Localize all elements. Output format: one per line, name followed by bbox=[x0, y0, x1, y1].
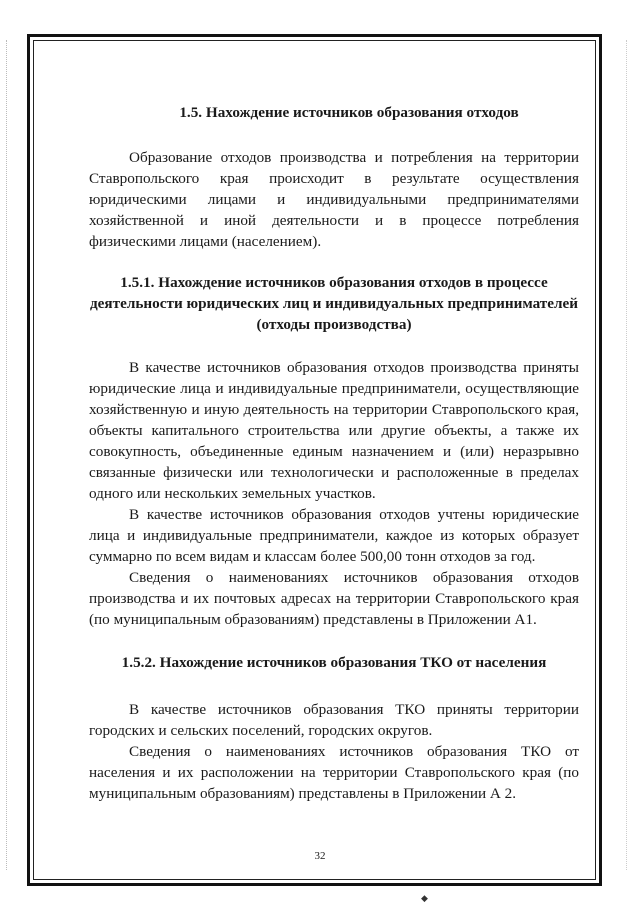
page-number: 32 bbox=[314, 850, 326, 862]
scan-mark: ◆ bbox=[421, 893, 428, 903]
document-body bbox=[89, 102, 579, 804]
section-1-5-paragraph: Образование отходов производства и потребления на территории Ставропольского края происходит в результате осуществления юридическими лицами и индивидуальными предпринимателями хозяйственной и иной деятельности и в процессе потребления физическими лицами (населением). bbox=[89, 149, 579, 250]
section-1-5-1-paragraph-3: Сведения о наименованиях источников образования отходов производства и их почтовых адресах на территории Ставропольского края (по муниципальным образованиям) представлены в Приложении А1. bbox=[89, 569, 579, 628]
section-1-5-2-paragraph-1: В качестве источников образования ТКО приняты территории городских и сельских поселений, городских округов. bbox=[89, 701, 579, 739]
section-1-5-2-paragraph-2: Сведения о наименованиях источников образования ТКО от населения и их расположении на территории Ставропольского края (по муниципальным образованиям) представлены в Приложении А 2. bbox=[89, 743, 579, 802]
scan-edge-left bbox=[6, 40, 8, 870]
scan-edge-right bbox=[626, 40, 628, 870]
section-heading-1-5: 1.5. Нахождение источников образования отходов bbox=[179, 104, 519, 121]
section-heading-1-5-2: 1.5.2. Нахождение источников образования ТКО от населения bbox=[121, 654, 547, 671]
section-1-5-1-paragraph-1: В качестве источников образования отходов производства приняты юридические лица и индивидуальные предприниматели, осуществляющие хозяйственную и иную деятельность на территории Ставропольского края, объекты капитального строительства или другие объекты, а также их совокупность, объединенные единым назначением и (или) неразрывно связанные физически или технологически и расположенные в пределах одного или нескольких земельных участков. bbox=[89, 359, 579, 502]
section-heading-1-5-1: 1.5.1. Нахождение источников образования отходов в процессе деятельности юридических лиц и индивидуальных предпринимателей (отходы производства) bbox=[90, 274, 578, 333]
section-1-5-1-paragraph-2: В качестве источников образования отходов учтены юридические лица и индивидуальные предприниматели, каждое из которых образует суммарно по всем видам и классам более 500,00 тонн отходов за год. bbox=[89, 506, 579, 565]
